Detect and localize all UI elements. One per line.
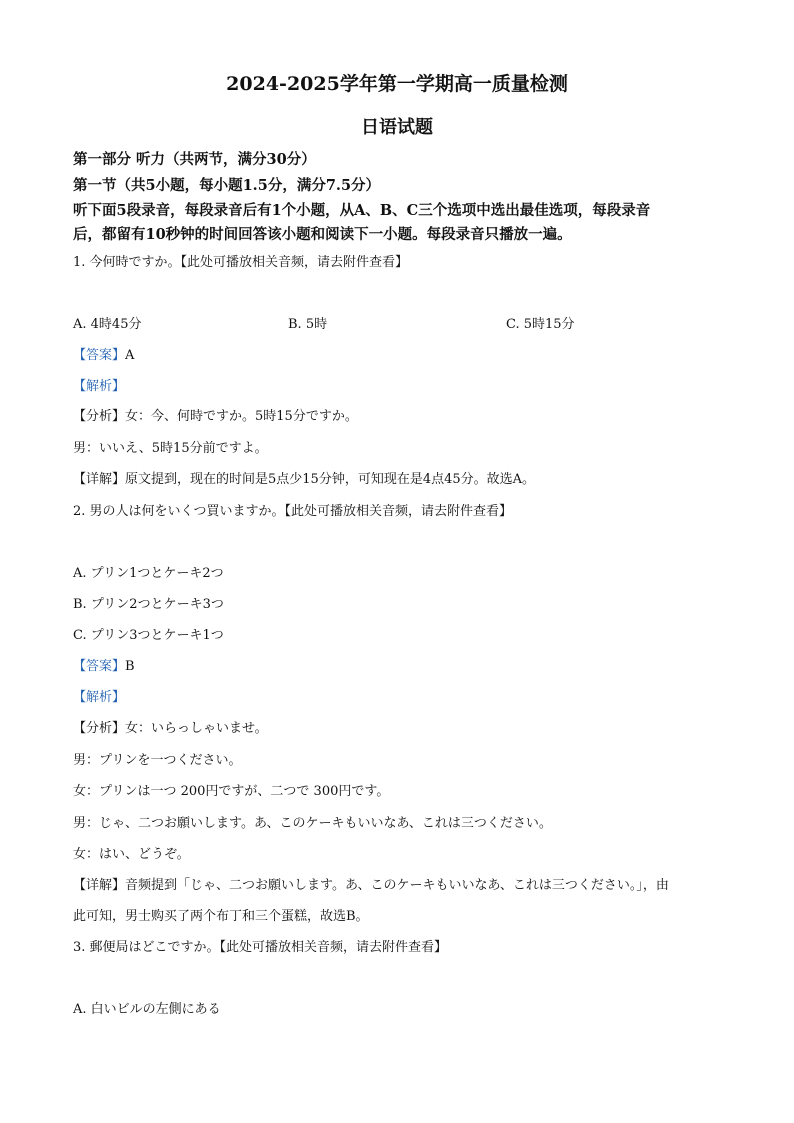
fenxi-text: 女：今、何時ですか。5時15分ですか。 <box>125 409 358 424</box>
page-title: 2024-2025学年第一学期高一质量检测 <box>226 73 568 95</box>
q1-dialog-line: 男：いいえ、5時15分前ですよ。 <box>73 441 268 456</box>
q2-detail-cont: 此可知，男士购买了两个布丁和三个蛋糕，故选B。 <box>73 909 369 924</box>
detail-tag: 【详解】 <box>73 878 126 893</box>
detail-text: 音频提到「じゃ、二つお願いします。あ、このケーキもいいなあ、これは三つください。」，由 <box>125 878 669 893</box>
fenxi-tag: 【分析】 <box>73 721 126 736</box>
fenxi-tag: 【分析】 <box>73 409 126 424</box>
q2-dialog-line-1: 男：プリンを一つください。 <box>73 753 242 768</box>
q1-fenxi <box>73 405 358 424</box>
page-subtitle: 日语试题 <box>361 117 433 138</box>
subsection-heading: 第一节（共5小题，每小题1.5分，满分7.5分） <box>73 177 381 194</box>
question-3: 3. 郵便局はどこですか。【此处可播放相关音频，请去附件查看】 <box>73 940 448 955</box>
q3-option-a: A. 白いビルの左側にある <box>73 1002 221 1017</box>
q1-option-b: B. 5時 <box>288 317 328 332</box>
q2-dialog-line-2: 女：プリンは一つ 200円ですが、二つで 300円です。 <box>73 784 390 799</box>
question-2: 2. 男の人は何をいくつ買いますか。【此处可播放相关音频，请去附件查看】 <box>73 504 513 519</box>
answer-value: A <box>125 348 135 363</box>
q2-dialog-line-4: 女：はい、どうぞ。 <box>73 847 190 862</box>
instruction-line-2: 后，都留有10秒钟的时间回答该小题和阅读下一小题。每段录音只播放一遍。 <box>73 226 572 243</box>
q2-option-c: C. プリン3つとケーキ1つ <box>73 628 224 643</box>
detail-tag: 【详解】 <box>73 472 126 487</box>
q2-detail <box>73 874 669 893</box>
q2-analysis-tag: 【解析】 <box>73 690 126 705</box>
q2-answer <box>73 655 135 674</box>
instruction-line-1: 听下面5段录音，每段录音后有1个小题，从A、B、C三个选项中选出最佳选项，每段录音 <box>73 202 651 219</box>
q1-option-c: C. 5時15分 <box>506 317 575 332</box>
fenxi-text: 女：いらっしゃいませ。 <box>125 721 268 736</box>
q2-option-b: B. プリン2つとケーキ3つ <box>73 597 224 612</box>
q2-option-a: A. プリン1つとケーキ2つ <box>73 566 224 581</box>
question-1: 1. 今何時ですか。【此处可播放相关音频，请去附件查看】 <box>73 255 409 270</box>
q1-answer <box>73 344 134 363</box>
q2-dialog-line-3: 男：じゃ、二つお願いします。あ、このケーキもいいなあ、これは三つください。 <box>73 816 552 831</box>
q1-analysis-tag: 【解析】 <box>73 379 126 394</box>
detail-text: 原文提到，现在的时间是5点少15分钟，可知现在是4点45分。故选A。 <box>125 472 536 487</box>
answer-value: B <box>125 659 135 674</box>
q2-fenxi <box>73 717 268 736</box>
q1-option-a: A. 4時45分 <box>73 317 142 332</box>
section-heading: 第一部分 听力（共两节，满分30分） <box>73 151 316 168</box>
answer-tag: 【答案】 <box>73 659 126 674</box>
q1-detail <box>73 468 535 487</box>
answer-tag: 【答案】 <box>73 348 126 363</box>
